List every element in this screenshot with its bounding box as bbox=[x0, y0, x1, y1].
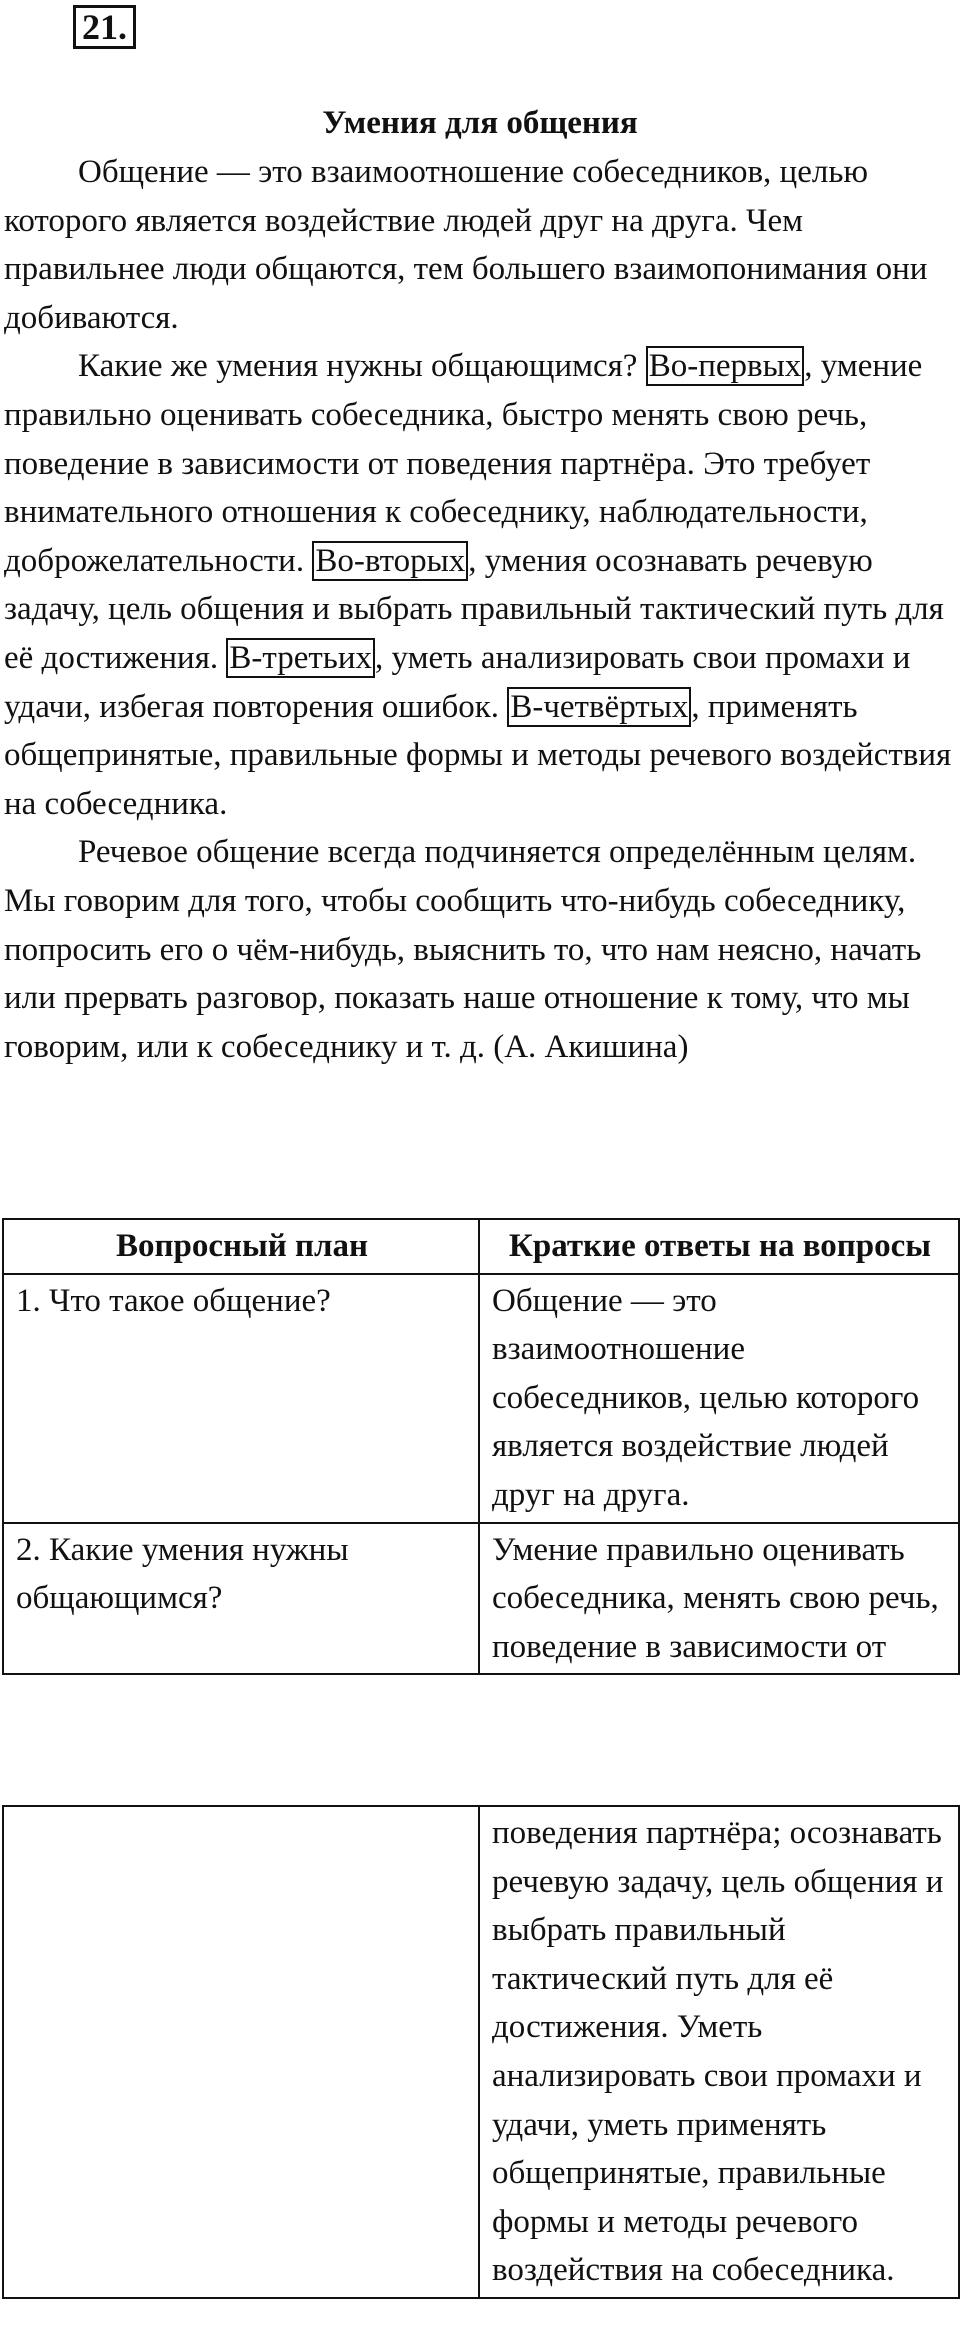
paragraph-2 bbox=[4, 342, 954, 828]
table-row bbox=[3, 1523, 959, 1675]
paragraph-3: Речевое общение всегда подчиняется определённым целям. Мы говорим для того, чтобы сообщить что-нибудь собеседнику, попросить его о чём-нибудь, выяснить то, что нам неясно, начать или прервать разговор, показать наше отношение к тому, что мы говорим, или к собеседнику и т. д. (А. Акишина) bbox=[4, 834, 922, 1065]
paragraph-2-part-4: , уметь анализировать свои промахи и удачи, избегая повторения ошибок. bbox=[4, 639, 911, 725]
table-row bbox=[3, 1806, 959, 2298]
answer-cell: Умение правильно оценивать собеседника, менять свою речь, поведение в зависимости от bbox=[479, 1523, 959, 1675]
table-row bbox=[3, 1274, 959, 1523]
task-number: 21. bbox=[73, 5, 136, 49]
question-cell bbox=[3, 1806, 479, 2298]
question-plan-table-continuation bbox=[2, 1805, 960, 2299]
keyword-box-fourth: В-четвёртых bbox=[507, 687, 691, 727]
answer-cell: Общение — это взаимоотношение собеседников, целью которого является воздействие людей друг на друга. bbox=[479, 1274, 959, 1523]
question-cell: 2. Какие умения нужны общающимся? bbox=[3, 1523, 479, 1675]
paragraph-2-part-2: , умение правильно оценивать собеседника, быстро менять свою речь, поведение в зависимости от поведения партнёра. Это требует внимательного отношения к собеседнику, наблюдательности, доброжелательности. bbox=[4, 348, 923, 579]
article-body bbox=[4, 148, 954, 1071]
paragraph-1: Общение — это взаимоотношение собеседников, целью которого является воздействие людей друг на друга. Чем правильнее люди общаются, тем большего взаимопонимания они добиваются. bbox=[4, 154, 928, 336]
paragraph-2-part-3: , умения осознавать речевую задачу, цель общения и выбрать правильный тактический путь для её достижения. bbox=[4, 542, 944, 676]
paragraph-2-part-1: Какие же умения нужны общающимся? bbox=[78, 348, 646, 385]
header-question-plan: Вопросный план bbox=[3, 1219, 479, 1274]
question-cell: 1. Что такое общение? bbox=[3, 1274, 479, 1523]
table-header-row bbox=[3, 1219, 959, 1274]
keyword-box-third: В-третьих bbox=[226, 638, 375, 678]
article-title: Умения для общения bbox=[322, 105, 638, 141]
keyword-box-second: Во-вторых bbox=[312, 541, 468, 581]
paragraph-2-part-5: , применять общепринятые, правильные формы и методы речевого воздействия на собеседника. bbox=[4, 688, 952, 822]
header-short-answers: Краткие ответы на вопросы bbox=[479, 1219, 959, 1274]
question-plan-table bbox=[2, 1218, 960, 1675]
answer-cell: поведения партнёра; осознавать речевую задачу, цель общения и выбрать правильный тактический путь для её достижения. Уметь анализировать свои промахи и удачи, уметь применять общепринятые, правильные формы и методы речевого воздействия на собеседника. bbox=[479, 1806, 959, 2298]
keyword-box-first: Во-первых bbox=[646, 346, 805, 386]
